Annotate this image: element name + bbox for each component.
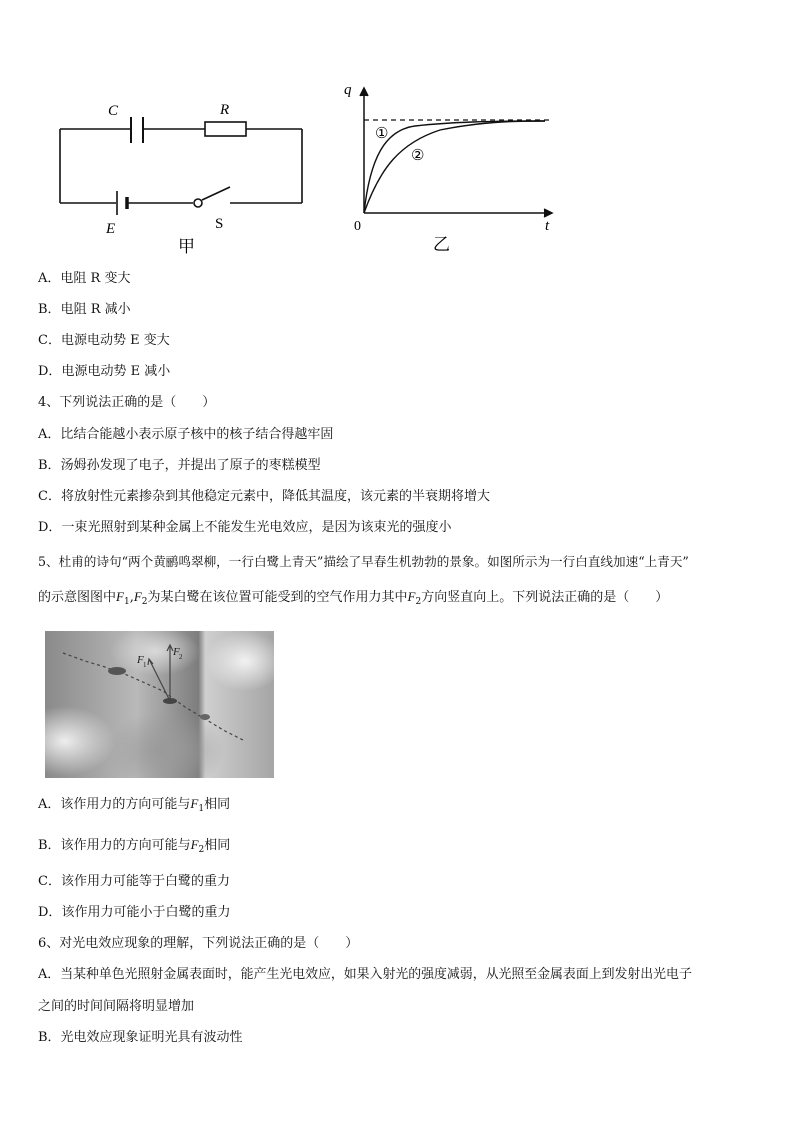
origin-label: 0 <box>354 219 361 234</box>
q5-option-b: B．该作用力的方向可能与$F_2$相同 <box>38 837 231 855</box>
label-E: E <box>106 221 116 237</box>
axis-t-label: t <box>545 218 550 234</box>
q3-option-d: D．电源电动势 E 减小 <box>38 364 171 379</box>
label-C: C <box>108 103 119 119</box>
egret-photo <box>45 631 274 778</box>
charge-time-graph <box>340 78 565 256</box>
photo-f1-label: F <box>137 654 144 666</box>
label-S: S <box>215 216 224 232</box>
caption-yi: 乙 <box>433 235 450 254</box>
svg-text:2: 2 <box>179 653 183 661</box>
q3-option-c: C．电源电动势 E 变大 <box>38 333 170 348</box>
curve-1-label: ① <box>375 126 389 142</box>
q5-stem-line2: 的示意图图中$F_1,F_2$为某白鹭在该位置可能受到的空气作用力其中$F_2$方向竖直向上。下列说法正确的是（ ） <box>38 589 669 607</box>
q5-option-c: C．该作用力可能等于白鹭的重力 <box>38 874 230 889</box>
q6-stem: 6、对光电效应现象的理解，下列说法正确的是（ ） <box>38 936 359 951</box>
q4-stem: 4、下列说法正确的是（ ） <box>38 395 216 410</box>
q6-option-b: B．光电效应现象证明光具有波动性 <box>38 1030 243 1045</box>
q4-option-b: B．汤姆孙发现了电子，并提出了原子的枣糕模型 <box>38 458 321 473</box>
q4-option-c: C．将放射性元素掺杂到其他稳定元素中，降低其温度，该元素的半衰期将增大 <box>38 489 490 504</box>
svg-text:1: 1 <box>143 661 147 669</box>
q6-option-a-line2: 之间的时间间隔将明显增加 <box>38 999 195 1014</box>
q4-option-a: A．比结合能越小表示原子核中的核子结合得越牢固 <box>38 427 334 442</box>
caption-jia: 甲 <box>178 237 195 255</box>
q3-option-a: A．电阻 R 变大 <box>38 271 131 286</box>
q5-option-d: D．该作用力可能小于白鹭的重力 <box>38 905 231 920</box>
q3-option-b: B．电阻 R 减小 <box>38 302 131 317</box>
q5-option-a: A．该作用力的方向可能与$F_1$相同 <box>38 796 231 814</box>
photo-f2-label: F <box>173 646 180 658</box>
q5-stem-line1: 5、杜甫的诗句“两个黄鹂鸣翠柳，一行白鹭上青天”描绘了早春生机勃勃的景象。如图所示为一行白直线加速“上青天” <box>38 554 689 569</box>
curve-2-label: ② <box>411 148 425 164</box>
q4-option-d: D．一束光照射到某种金属上不能发生光电效应，是因为该束光的强度小 <box>38 520 452 535</box>
circuit-diagram <box>50 95 320 255</box>
axis-q-label: q <box>344 82 352 98</box>
q6-option-a-line1: A．当某种单色光照射金属表面时，能产生光电效应，如果入射光的强度减弱，从光照至金属表面上到发射出光电子 <box>38 967 692 982</box>
label-R: R <box>220 102 230 118</box>
